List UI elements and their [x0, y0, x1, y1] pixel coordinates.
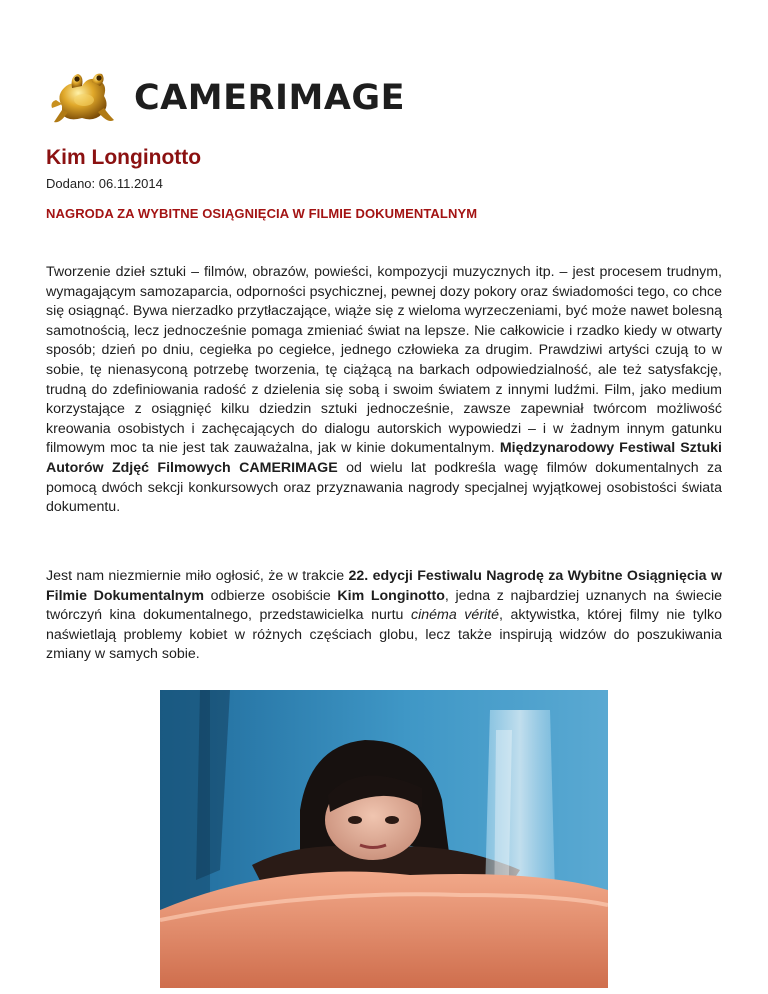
- award-name: 22. edycji Festiwalu Nagrodę za Wybitne Osiągnięcia w Filmie Dokumentalnym: [46, 568, 723, 604]
- paragraph-text: od wielu lat podkreśla wagę filmów dokumentalnych za pomocą dwóch sekcji konkursowych oraz przyznawania nagrody specjalnej wyjątkowej osobistości świata dokumentu.: [46, 459, 722, 516]
- laureate-name: Kim Longinotto: [337, 587, 445, 604]
- festival-name: Międzynarodowy Festiwal Sztuki Autorów Zdjęć Filmowych CAMERIMAGE: [46, 440, 723, 476]
- golden-frog-icon: [48, 66, 118, 130]
- paragraph-text: Jest nam niezmiernie miło ogłosić, że w trakcie: [46, 568, 345, 584]
- logo-wordmark: CAMERIMAGE: [134, 77, 406, 118]
- paragraph-text: , jedna z najbardziej uznanych na świecie twórczyń kina dokumentalnego, przedstawicielka nurtu: [46, 587, 722, 624]
- paragraph-announcement: [46, 567, 722, 665]
- paragraph-intro: [46, 263, 722, 518]
- date-added: Dodano: 06.11.2014: [46, 176, 163, 191]
- paragraph-text: , aktywistka, której filmy nie tylko naświetlają problemy kobiet w różnych częściach globu, lecz także inspirują widzów do poszukiwania zmiany w samych sobie.: [46, 607, 722, 663]
- article-subtitle: NAGRODA ZA WYBITNE OSIĄGNIĘCIA W FILMIE DOKUMENTALNYM: [46, 206, 478, 221]
- paragraph-text: Tworzenie dzieł sztuki – filmów, obrazów, powieści, kompozycji muzycznych itp. – jest procesem trudnym, wymagającym samozaparcia, odporności psychicznej, pewnej dozy pokory oraz świadomości tego, co chce się osiągnąć. Bywa nierzadko przytłaczające, wiąże się z wieloma wyrzeczeniami, być może nawet bolesną samotnością, lecz jednocześnie pomaga zmieniać świat na lepsze. Nie całkowicie i rzadko kiedy w otwarty sposób; dzień po dniu, cegiełka po cegiełce, jednego człowieka za drugim. Prawdziwi artyści czują to w sobie, tę nienasyconą potrzebę tworzenia, tę ciążącą na barkach odpowiedzialność, ale też satysfakcję, trudną do zdefiniowania radość z dzielenia się sobą i swoim światem z innymi ludźmi. Film, jako medium korzystające z osiągnięć kilku dziedzin sztuki jednocześnie, zawsze zapewniał twórcom możliwość kreowania osobistych i zachęcających do dialogu autorskich wypowiedzi – i w żadnym innym gatunku filmowym moc ta nie jest tak zauważalna, jak w kinie dokumentalnym.: [46, 264, 722, 457]
- logo[interactable]: [48, 66, 405, 130]
- page-title: Kim Longinotto: [46, 146, 202, 169]
- portrait-photo: [160, 690, 608, 988]
- paragraph-text: odbierze osobiście: [210, 587, 331, 604]
- genre-term: cinéma vérité: [411, 607, 499, 624]
